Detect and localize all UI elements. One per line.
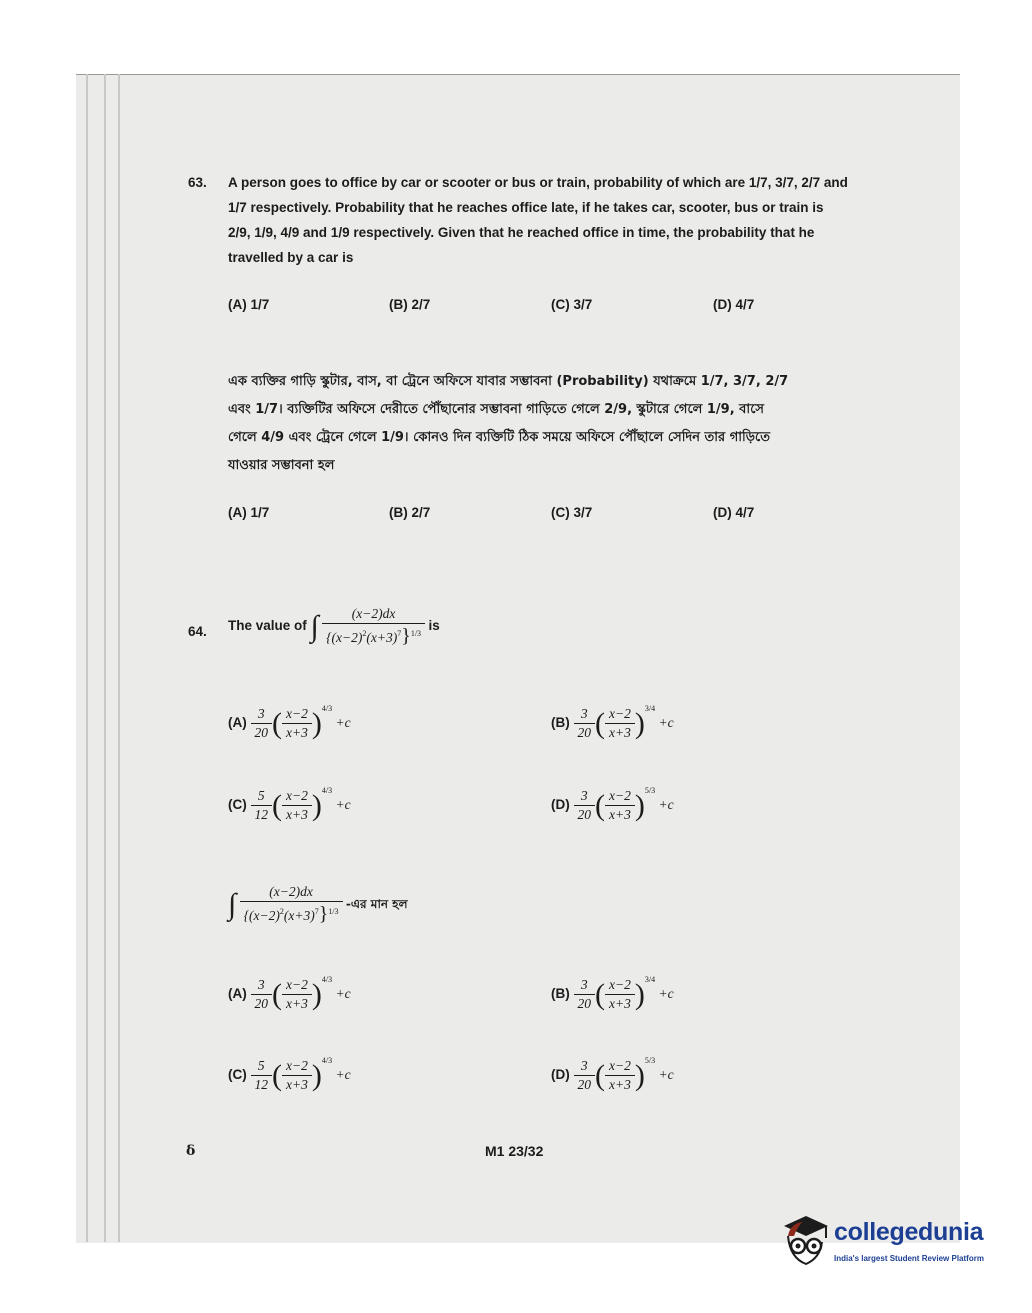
option-c: (C) 3/7: [551, 297, 593, 312]
question-number: 63.: [188, 175, 207, 190]
option-d: (D) 4/7: [713, 297, 755, 312]
question-suffix: is: [428, 618, 440, 634]
option-a: (A) 1/7: [228, 297, 270, 312]
option-d: (D) $\frac{3}{20}$ ( $\frac{x-2}{x+3}$ )$^{5/3}$ +c: [551, 786, 674, 823]
bengali-text-line: এবং 1/7। ব্যক্তিটির অফিসে দেরীতে পৌঁছানোর সম্ভাবনা গাড়িতে গেলে 2/9, স্কুটারে গেলে 1/9, বাসে: [228, 402, 765, 417]
question-text-line: travelled by a car is: [228, 250, 354, 265]
bengali-text-line: এক ব্যক্তির গাড়ি স্কুটার, বাস, বা ট্রেনে অফিসে যাবার সম্ভাবনা (Probability) যথাক্রমে 1/7, 3/7, 2/7: [228, 374, 789, 389]
page-number: M1 23/32: [485, 1143, 544, 1159]
question-intro: The value of: [228, 618, 307, 634]
option-b: (B) $\frac{3}{20}$ ( $\frac{x-2}{x+3}$ )$^{3/4}$ +c: [551, 975, 674, 1012]
bengali-text-line: গেলে 4/9 এবং ট্রেনে গেলে 1/9। কোনও দিন ব্যক্তিটি ঠিক সময়ে অফিসে পৌঁছালে সেদিন তার গাড়িতে: [228, 430, 770, 445]
integral-expression: [228, 606, 440, 648]
scanned-page: [76, 74, 960, 1243]
mascot-icon: [776, 1206, 832, 1270]
option-d: (D) $\frac{3}{20}$ ( $\frac{x-2}{x+3}$ )$^{5/3}$ +c: [551, 1056, 674, 1093]
question-text-line: A person goes to office by car or scooter or bus or train, probability of which are 1/7, 3/7, 2/7 and: [228, 175, 848, 190]
option-d: (D) 4/7: [713, 505, 755, 520]
question-number: 64.: [188, 624, 207, 639]
option-a: (A) $\frac{3}{20}$ ( $\frac{x-2}{x+3}$ )$^{4/3}$ +c: [228, 704, 351, 741]
brand-name: collegedunia: [834, 1218, 984, 1246]
bengali-suffix: -এর মান হল: [345, 897, 408, 912]
question-text-line: 2/9, 1/9, 4/9 and 1/9 respectively. Given that he reached office in time, the probability that he: [228, 225, 815, 240]
option-b: (B) 2/7: [389, 505, 431, 520]
option-a: (A) $\frac{3}{20}$ ( $\frac{x-2}{x+3}$ )$^{4/3}$ +c: [228, 975, 351, 1012]
option-c: (C) 3/7: [551, 505, 593, 520]
bengali-text-line: যাওয়ার সম্ভাবনা হল: [228, 458, 335, 473]
integral-expression-bengali: ∫ $\frac{(x-2)dx}{\{(x-2)^2(x+3)^7\}^{1/3}}$ -এর মান হল: [228, 884, 408, 925]
option-b: (B) $\frac{3}{20}$ ( $\frac{x-2}{x+3}$ )$^{3/4}$ +c: [551, 704, 674, 741]
option-a: (A) 1/7: [228, 505, 270, 520]
brand-tagline: India's largest Student Review Platform: [834, 1254, 984, 1263]
page-mark: δ: [186, 1143, 196, 1159]
option-c: (C) $\frac{5}{12}$ ( $\frac{x-2}{x+3}$ )$^{4/3}$ +c: [228, 1056, 351, 1093]
integrand-fraction: $\frac{(x-2)dx}{\{(x-2)^2(x+3)^7\}^{1/3}}$: [322, 606, 425, 648]
page-edge-line: [104, 74, 106, 1242]
page-edge-line: [118, 74, 120, 1242]
option-c: (C) $\frac{5}{12}$ ( $\frac{x-2}{x+3}$ )$^{4/3}$ +c: [228, 786, 351, 823]
page-edge-line: [86, 74, 88, 1242]
option-b: (B) 2/7: [389, 297, 431, 312]
integral-sign: ∫: [310, 610, 319, 643]
question-text-line: 1/7 respectively. Probability that he reaches office late, if he takes car, scooter, bus or train is: [228, 200, 824, 215]
collegedunia-logo: [776, 1206, 1006, 1278]
